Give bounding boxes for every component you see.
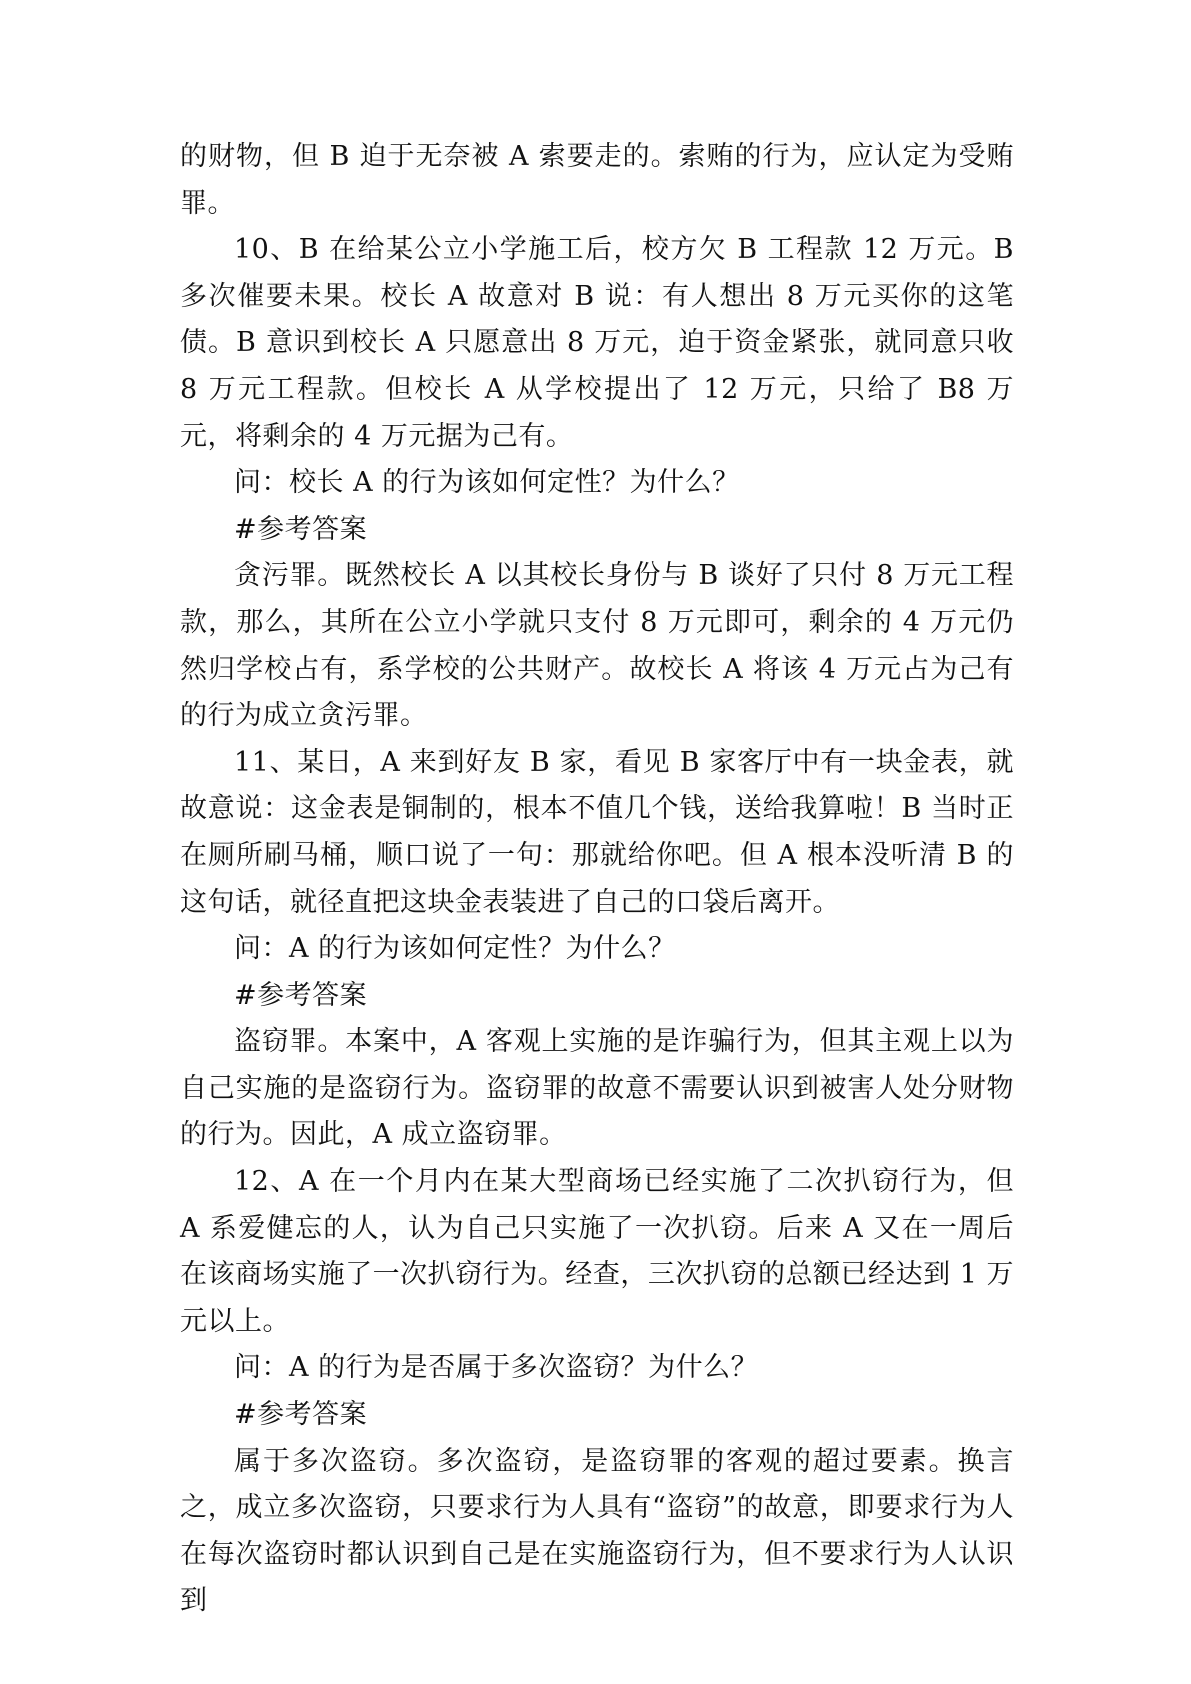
case-10-question: 问：校长 A 的行为该如何定性？为什么？ [234,467,740,499]
case-12-text: 12、A 在一个月内在某大型商场已经实施了二次扒窃行为，但 A 系爱健忘的人，认为自己只实施了一次扒窃。后来 A 又在一周后在该商场实施了一次扒窃行为。经查，三次扒窃的总额已经达到 1 万元以上。 [180,1166,1014,1337]
paragraph-continuation: 的财物，但 B 迫于无奈被 A 索要走的。索贿的行为，应认定为受贿罪。 [180,141,1014,219]
case-11-answer: 盗窃罪。本案中，A 客观上实施的是诈骗行为，但其主观上以为自己实施的是盗窃行为。盗窃罪的故意不需要认识到被害人处分财物的行为。因此，A 成立盗窃罪。 [180,1026,1014,1151]
case-10-answer: 贪污罪。既然校长 A 以其校长身份与 B 谈好了只付 8 万元工程款，那么，其所在公立小学就只支付 8 万元即可，剩余的 4 万元仍然归学校占有，系学校的公共财产。故校长 A 将该 4 万元占为己有的行为成立贪污罪。 [180,560,1014,732]
case-11-answer-heading: #参考答案 [234,979,368,1011]
case-11-text: 11、某日，A 来到好友 B 家，看见 B 家客厅中有一块金表，就故意说：这金表是铜制的，根本不值几个钱，送给我算啦！B 当时正在厕所刷马桶，顺口说了一句：那就给你吧。但 A 根本没听清 B 的这句话，就径直把这块金表装进了自己的口袋后离开。 [180,746,1014,918]
case-12-answer-heading: #参考答案 [234,1399,368,1431]
case-11-question: 问：A 的行为该如何定性？为什么？ [234,933,676,965]
document-page [180,134,1014,1625]
case-10-answer-heading: #参考答案 [234,513,368,545]
case-12-question: 问：A 的行为是否属于多次盗窃？为什么？ [234,1352,759,1384]
case-12-answer: 属于多次盗窃。多次盗窃，是盗窃罪的客观的超过要素。换言之，成立多次盗窃，只要求行为人具有“盗窃”的故意，即要求行为人在每次盗窃时都认识到自己是在实施盗窃行为，但不要求行为人认识到 [180,1445,1014,1617]
case-10-text: 10、B 在给某公立小学施工后，校方欠 B 工程款 12 万元。B 多次催要未果。校长 A 故意对 B 说：有人想出 8 万元买你的这笔债。B 意识到校长 A 只愿意出 8 万元，迫于资金紧张，就同意只收 8 万元工程款。但校长 A 从学校提出了 12 万元，只给了 B8 万元，将剩余的 4 万元据为己有。 [180,234,1014,452]
